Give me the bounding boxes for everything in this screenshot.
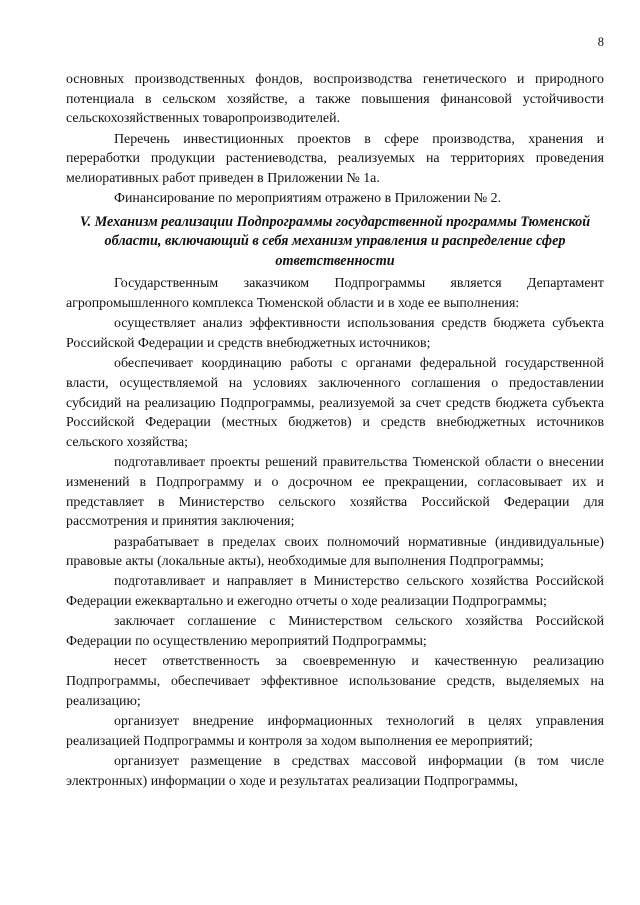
list-item-responsibility: несет ответственность за своевременную и качественную реализацию Подпрограммы, обеспечивает эффективное использование средств, выделяемых на реализацию; — [66, 654, 604, 709]
section-heading: V. Механизм реализации Подпрограммы государственной программы Тюменской области, включающий в себя механизм управления и распределение сфер ответственности — [79, 213, 591, 269]
list-item-media: организует размещение в средствах массовой информации (в том числе электронных) информации о ходе и результатах реализации Подпрограммы, — [66, 753, 604, 789]
document-body — [66, 70, 604, 792]
paragraph-customer: Государственным заказчиком Подпрограммы является Департамент агропромышленного комплекса Тюменской области и в ходе ее выполнения: — [66, 276, 604, 312]
list-item-analysis: осуществляет анализ эффективности использования средств бюджета субъекта Российской Федерации и средств внебюджетных источников; — [66, 316, 604, 352]
list-item-it-implementation: организует внедрение информационных технологий в целях управления реализацией Подпрограммы и контроля за ходом выполнения ее мероприятий; — [66, 713, 604, 749]
paragraph-investment-projects: Перечень инвестиционных проектов в сфере производства, хранения и переработки продукции растениеводства, реализуемых на территориях проведения мелиоративных работ приведен в Приложении № 1а. — [66, 131, 604, 187]
list-item-coordination: обеспечивает координацию работы с органами федеральной государственной власти, осуществляемой на условиях заключенного соглашения о предоставлении субсидий на реализацию Подпрограммы, реализуемой за счет средств бюджета субъекта Российской Федерации (местных бюджетов) и средств внебюджетных источников сельского хозяйства; — [66, 356, 604, 451]
paragraph-continuation: основных производственных фондов, воспроизводства генетического и природного потенциала в сельском хозяйстве, а также повышения финансовой устойчивости сельскохозяйственных товаропроизводителей. — [66, 72, 604, 127]
list-item-reports: подготавливает и направляет в Министерство сельского хозяйства Российской Федерации ежеквартально и ежегодно отчеты о ходе реализации Подпрограммы; — [66, 574, 604, 610]
page-number: 8 — [597, 35, 604, 49]
paragraph-financing: Финансирование по мероприятиям отражено в Приложении № 2. — [114, 191, 502, 207]
list-item-legal-acts: разрабатывает в пределах своих полномочий нормативные (индивидуальные) правовые акты (локальные акты), необходимые для выполнения Подпрограммы; — [66, 534, 604, 570]
list-item-draft-decisions: подготавливает проекты решений правительства Тюменской области о внесении изменений в Подпрограмму и о досрочном ее прекращении, согласовывает их и представляет в Министерство сельского хозяйства Российской Федерации для рассмотрения и принятия заключения; — [66, 455, 604, 530]
list-item-agreement: заключает соглашение с Министерством сельского хозяйства Российской Федерации по осуществлению мероприятий Подпрограммы; — [66, 614, 604, 650]
